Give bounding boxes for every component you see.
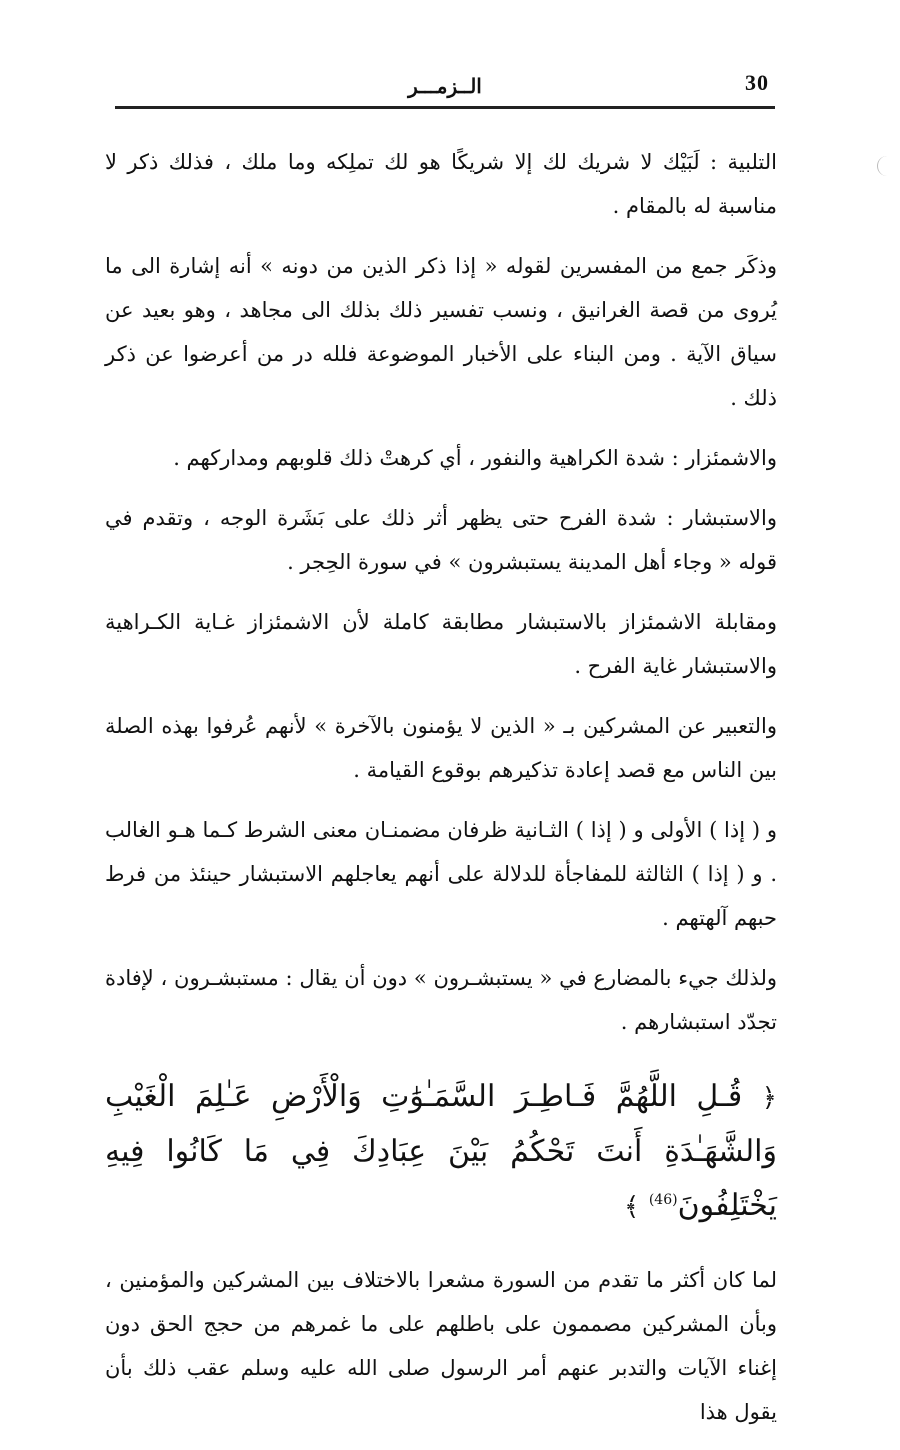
paragraph-mudari: ولذلك جيء بالمضارع في « يستبشـرون » دون أن يقال : مستبشـرون ، لإفادة تجدّد استبشارهم . [105, 966, 777, 1034]
paragraph-talbiya: التلبية : لَبَيْك لا شريك لك إلا شريكًا هو لك تملِكه وما ملك ، فذلك ذكر لا مناسبة له بالمقام . [105, 150, 777, 218]
paragraph-istibshar: والاستبشار : شدة الفرح حتى يظهر أثر ذلك على بَشَرة الوجه ، وتقدم في قوله « وجاء أهل المدينة يستبشرون » في سورة الحِجر . [105, 506, 777, 574]
body-text [105, 140, 777, 1450]
verse-open-bracket: ﴿ [761, 1083, 777, 1113]
verse-close-bracket: ﴾ [624, 1192, 640, 1222]
verse-number: (46) [648, 1192, 678, 1208]
quran-verse [105, 1070, 777, 1234]
running-title: الــزمـــر [408, 74, 482, 98]
page-number: 30 [745, 70, 769, 95]
paragraph-idha: و ( إذا ) الأولى و ( إذا ) الثـانية ظرفان مضمنـان معنى الشرط كـما هـو الغالب . و ( إذا ) الثالثة للمفاجأة للدلالة على أنهم يعاجلهم الاستبشار حينئذ من فرط حبهم آلهتهم . [105, 818, 777, 930]
paragraph-ishmizaz: والاشمئزار : شدة الكراهية والنفور ، أي كرهتْ ذلك قلوبهم ومداركهم . [173, 446, 777, 470]
paragraph-closing: لما كان أكثر ما تقدم من السورة مشعرا بالاختلاف بين المشركين والمؤمنين ، وبأن المشركين مصممون على باطلهم على ما غمرهم من حجج الحق دون إغناء الآيات والتدبر عنهم أمر الرسول صلى الله عليه وسلم عقب ذلك بأن يقول هذا [105, 1268, 777, 1424]
paragraph-muqabala: ومقابلة الاشمئزاز بالاستبشار مطابقة كاملة لأن الاشمئزاز غـاية الكـراهية والاستبشار غاية الفرح . [105, 610, 777, 678]
verse-text: قُـلِ اللَّهُمَّ فَـاطِـرَ السَّمَـٰوَٰتِ وَالْأَرْضِ عَـٰلِمَ الْغَيْبِ وَالشَّهَـٰدَةِ أَنتَ تَحْكُمُ بَيْنَ عِبَادِكَ فِي مَا كَانُوا فِيهِ يَخْتَلِفُونَ [105, 1079, 777, 1223]
paragraph-tabir: والتعبير عن المشركين بـ « الذين لا يؤمنون بالآخرة » لأنهم عُرفوا بهذه الصلة بين الناس مع قصد إعادة تذكيرهم بوقوع القيامة . [105, 714, 777, 782]
page-header [115, 66, 775, 109]
margin-mark [877, 156, 888, 176]
paragraph-gharaniq: وذكَر جمع من المفسرين لقوله « إذا ذكر الذين من دونه » أنه إشارة الى ما يُروى من قصة الغرانيق ، ونسب تفسير ذلك بذلك الى مجاهد ، وهو بعيد عن سياق الآية . ومن البناء على الأخبار الموضوعة فلله در من أعرضوا عن ذكر ذلك . [105, 254, 777, 410]
